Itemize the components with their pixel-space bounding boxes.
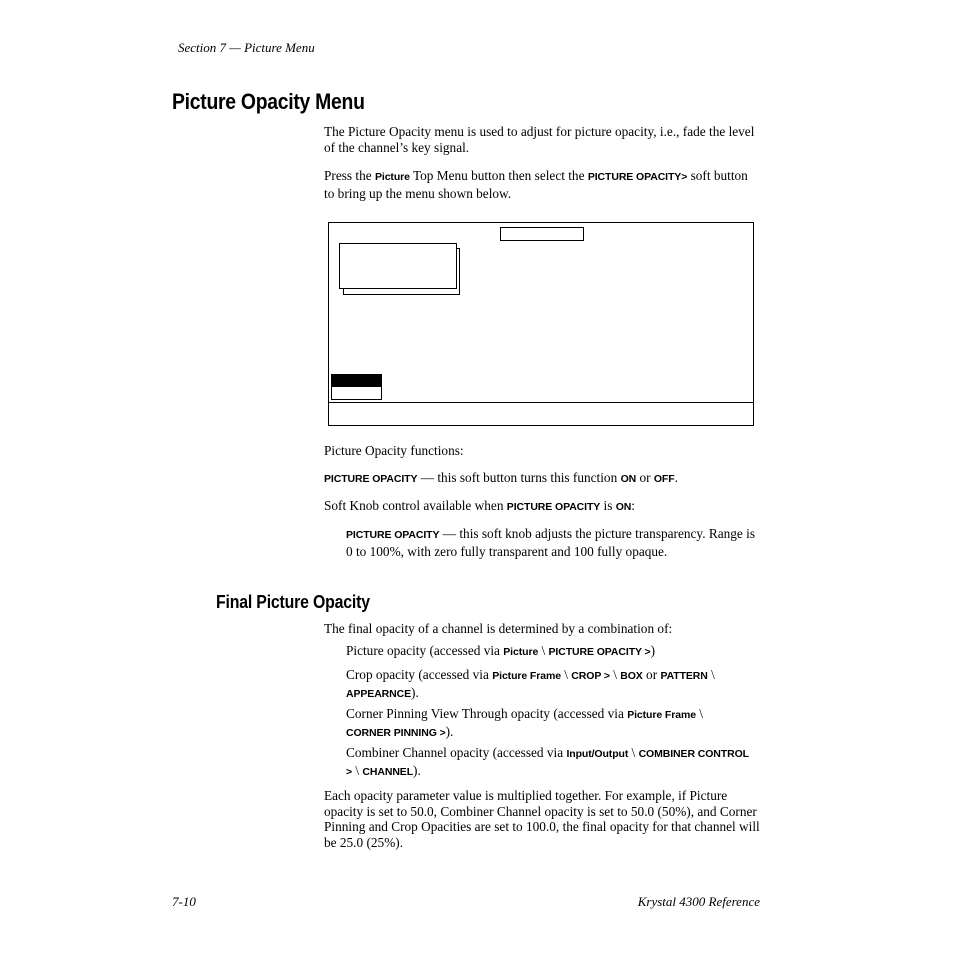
text: Top Menu button then select the bbox=[409, 168, 588, 183]
term: ON bbox=[620, 473, 637, 485]
text: \ bbox=[538, 643, 549, 658]
text: ) bbox=[650, 643, 656, 658]
text: ). bbox=[445, 723, 454, 739]
text: Press the bbox=[324, 168, 375, 183]
text: Picture opacity (accessed via bbox=[346, 643, 504, 658]
term: APPEARNCE bbox=[346, 687, 412, 700]
term: Input/Output bbox=[566, 748, 629, 760]
term: CHANNEL bbox=[362, 765, 414, 778]
text: — this soft knob adjusts the picture transparency. Range is 0 to 100%, with zero fully transparent and 100 fully opaque. bbox=[346, 526, 756, 559]
text: \ bbox=[628, 745, 639, 760]
text: or bbox=[636, 470, 654, 485]
text: Corner Pinning View Through opacity (accessed via bbox=[346, 706, 628, 721]
term: Picture Frame bbox=[627, 709, 696, 721]
soft-knob-description bbox=[346, 526, 760, 559]
text: or bbox=[642, 667, 661, 682]
menu-title-box bbox=[500, 227, 584, 241]
list-item bbox=[346, 667, 750, 702]
text: soft button to bring up the menu shown below. bbox=[324, 168, 748, 201]
text: ). bbox=[413, 762, 421, 778]
term: Picture Frame bbox=[492, 670, 561, 682]
soft-button-highlight bbox=[332, 375, 381, 387]
final-intro: The final opacity of a channel is determined by a combination of: bbox=[324, 621, 673, 636]
term: PICTURE OPACITY > bbox=[548, 646, 651, 658]
term: CORNER PINNING > bbox=[346, 726, 446, 739]
function-picture-opacity bbox=[324, 470, 760, 488]
text: Crop opacity (accessed via bbox=[346, 667, 493, 682]
picture-button-ref: Picture bbox=[374, 171, 410, 183]
status-bar-divider bbox=[329, 402, 753, 403]
knob-panel bbox=[339, 243, 457, 289]
picture-opacity-soft-button bbox=[331, 374, 382, 400]
section-heading-final-opacity: Final Picture Opacity bbox=[216, 592, 370, 612]
text: \ bbox=[609, 667, 621, 682]
text: — this soft button turns this function bbox=[417, 470, 621, 485]
text: \ bbox=[560, 667, 572, 682]
text: . bbox=[674, 470, 678, 485]
running-header: Section 7 — Picture Menu bbox=[178, 40, 315, 55]
term: OFF bbox=[653, 473, 675, 485]
page-title: Picture Opacity Menu bbox=[172, 89, 365, 114]
menu-screen-diagram bbox=[328, 222, 754, 426]
soft-knob-intro bbox=[324, 498, 760, 516]
page-number: 7-10 bbox=[172, 894, 196, 909]
term: COMBINER CONTROL > bbox=[346, 748, 749, 778]
term: PICTURE OPACITY bbox=[346, 529, 440, 541]
text: : bbox=[631, 498, 635, 513]
text: ). bbox=[411, 684, 419, 700]
list-item bbox=[346, 745, 750, 780]
running-footer-title: Krystal 4300 Reference bbox=[637, 894, 760, 909]
picture-opacity-softbutton-ref: PICTURE OPACITY> bbox=[587, 171, 688, 183]
summary-paragraph: Each opacity parameter value is multiplied together. For example, if Picture opacity is set to 50.0, Combiner Channel opacity is set to 50.0 (50%), and Corner Pinning and Crop Opacities are set to 100.0, the final opacity for that channel will be 25.0 (25%). bbox=[324, 788, 760, 850]
text: Combiner Channel opacity (accessed via bbox=[346, 745, 567, 760]
term: PATTERN bbox=[660, 670, 708, 682]
text: \ bbox=[352, 762, 363, 778]
term: PICTURE OPACITY bbox=[506, 501, 601, 513]
term: PICTURE OPACITY bbox=[324, 473, 418, 485]
intro-paragraph: The Picture Opacity menu is used to adjust for picture opacity, i.e., fade the level of the channel’s key signal. bbox=[324, 124, 755, 155]
term: ON bbox=[615, 501, 632, 513]
press-instruction bbox=[324, 168, 760, 201]
text: \ bbox=[707, 667, 715, 682]
term: CROP > bbox=[571, 670, 610, 682]
list-item bbox=[346, 706, 750, 741]
text: \ bbox=[695, 706, 703, 721]
text: is bbox=[600, 498, 616, 513]
text: Soft Knob control available when bbox=[324, 498, 507, 513]
term: Picture bbox=[503, 646, 539, 658]
term: BOX bbox=[620, 670, 643, 682]
functions-label: Picture Opacity functions: bbox=[324, 443, 464, 458]
list-item bbox=[346, 643, 760, 661]
